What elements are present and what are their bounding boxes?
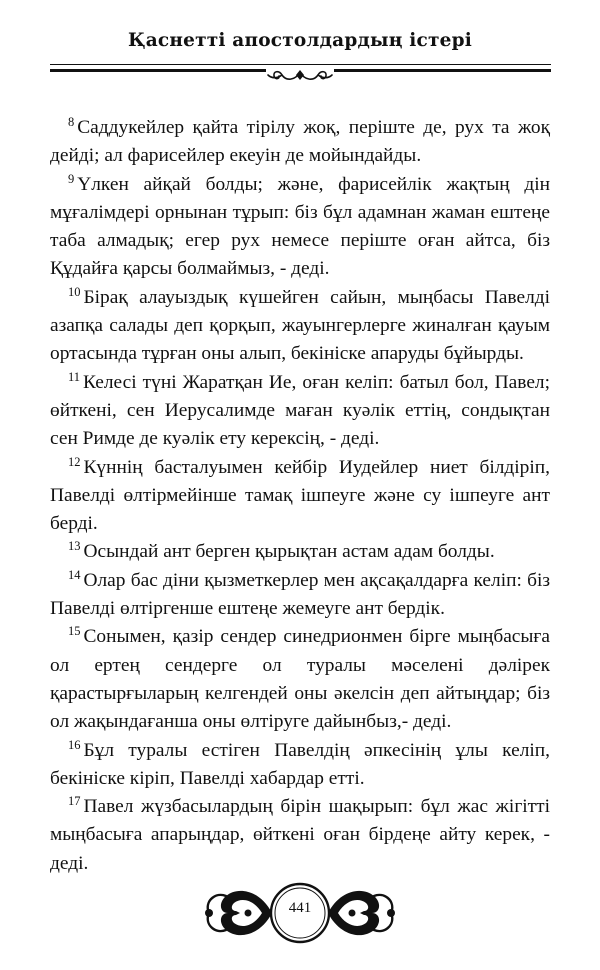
verse-number: 11 [68, 369, 81, 384]
verse-text: Келесі түні Жаратқан Ие, оған келіп: батыл бол, Павел; өйткені, сен Иерусалимде маған куәлік еттің, сондықтан сен Римде де куәлік ету керексің, - деді. [50, 371, 550, 450]
header-ornament-icon [250, 66, 350, 88]
page-number: 441 [288, 900, 312, 916]
verse-number: 12 [68, 454, 81, 469]
verse-number: 17 [68, 794, 81, 809]
verses-body [50, 114, 550, 878]
verse-14 [50, 567, 550, 624]
running-header-title: Қаснетті апостолдардың істері [128, 30, 472, 51]
verse-text: Бұл туралы естіген Павелдің әпкесінің ұлы келіп, бекініске кіріп, Павелді хабардар етті. [50, 739, 550, 789]
verse-17 [50, 793, 550, 878]
verse-number: 16 [68, 737, 81, 752]
verse-number: 8 [68, 115, 75, 129]
verse-number: 14 [68, 567, 81, 582]
verse-number: 9 [68, 171, 75, 186]
verse-text: Күннің басталуымен кейбір Иудейлер ниет білдіріп, Павелді өлтірмейінше тамақ ішпеуге және су ішпеуге ант берді. [50, 456, 550, 535]
verse-13 [50, 538, 550, 566]
verse-text: Бірақ алауыздық күшейген сайын, мыңбасы Павелді азапқа салады деп қорқып, жауынгерлерге жиналған қауым ортасында тұрған оны алып, бекініске апаруды бұйырды. [50, 286, 550, 365]
verse-number: 13 [68, 539, 81, 554]
verse-number: 10 [68, 284, 81, 299]
verse-text: Үлкен айқай болды; және, фарисейлік жақтың дін мұғалімдері орнынан тұрып: біз бұл адамнан жаман ештеңе таба алмадық; егер рух немесе періште оған айтса, біз Құдайға қарсы болмаймыз, - деді. [50, 173, 550, 280]
verse-11 [50, 369, 550, 454]
header-rule-thin [50, 64, 551, 65]
verse-10 [50, 284, 550, 369]
verse-text: Павел жүзбасылардың бірін шақырып: бұл жас жігітті мыңбасыға апарыңдар, өйткені оған бірдеңе айту керек, - деді. [50, 796, 550, 874]
verse-16 [50, 737, 550, 794]
verse-text: Олар бас діни қызметкерлер мен ақсақалдарға келіп: біз Павелді өлтіргенше ештеңе жемеуге ант бердік. [50, 569, 550, 620]
verse-number: 15 [68, 624, 81, 639]
verse-text: Сонымен, қазір сендер синедрионмен бірге мыңбасыға ол ертең сендерге ол туралы мәселені дәлірек қарастырғыларың келгендей оны әкелсін деп айтыңдар; біз ол жақындағанша оны өлтіруге дайынбыз,- деді. [50, 626, 550, 733]
verse-text: Саддукейлер қайта тірілу жоқ, періште де, рух та жоқ дейді; ал фарисейлер екеуін де мойындайды. [50, 117, 550, 167]
verse-12 [50, 454, 550, 539]
verse-8 [50, 114, 550, 171]
verse-9 [50, 171, 550, 284]
verse-15 [50, 623, 550, 736]
verse-text: Осындай ант берген қырықтан астам адам болды. [83, 541, 495, 563]
